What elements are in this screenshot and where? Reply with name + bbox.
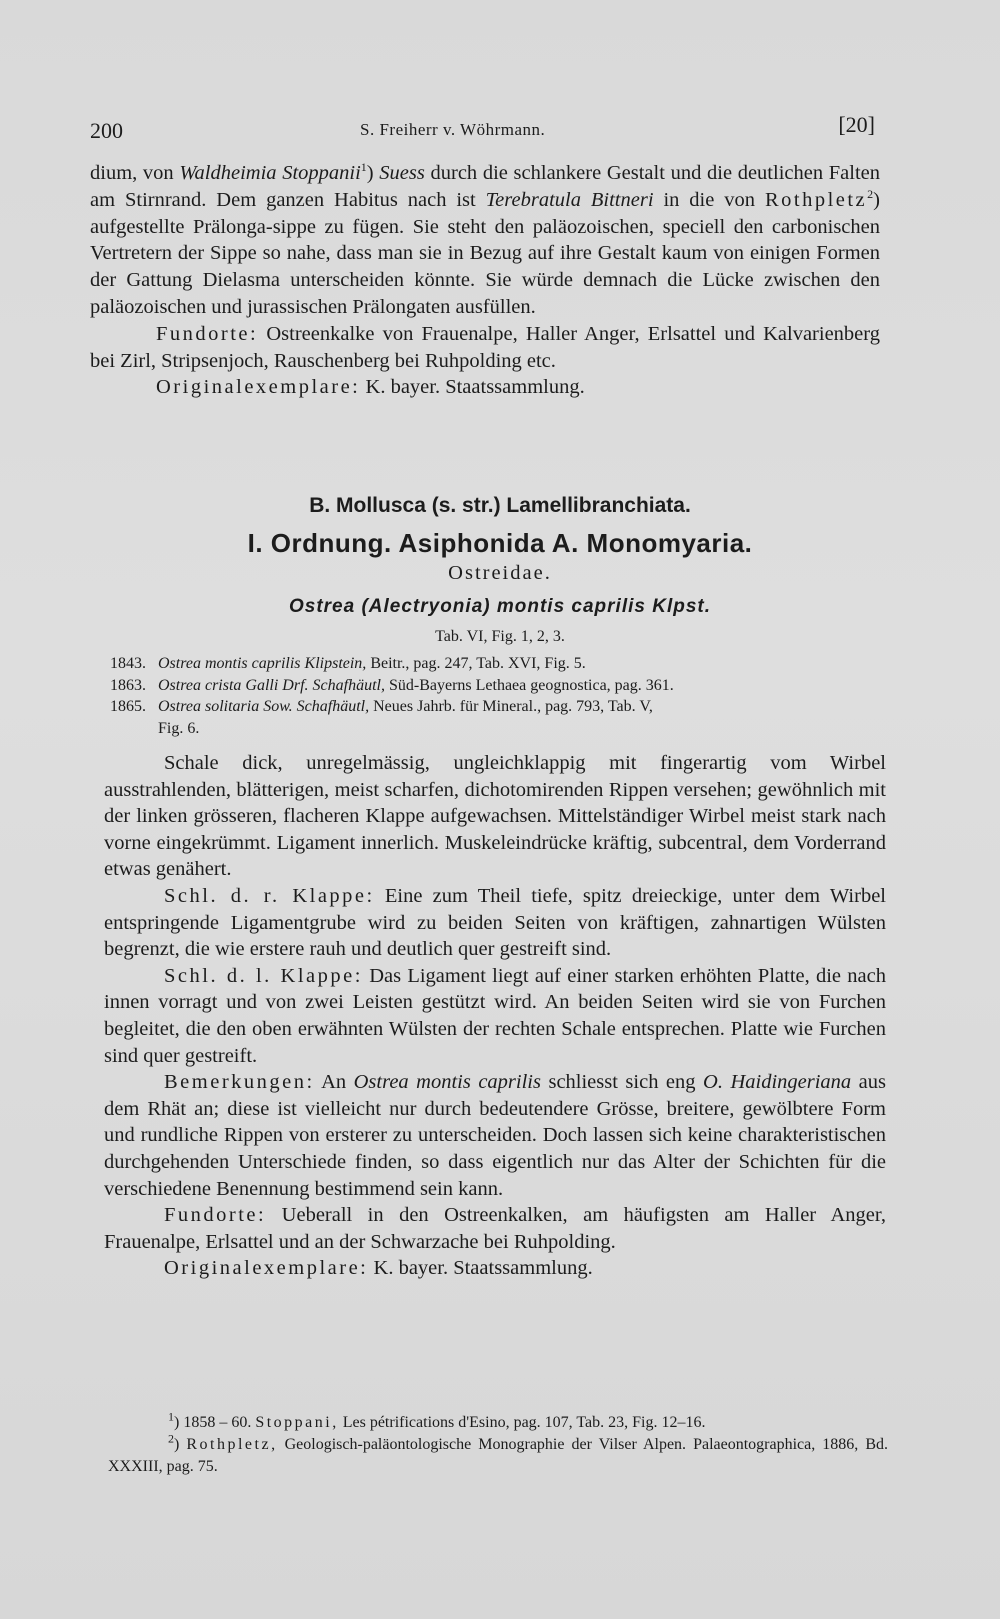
synonymy-continuation: Fig. 6. (158, 719, 200, 737)
paragraph-fundorte: Fundorte: Ostreenkalke von Frauenalpe, Haller Anger, Erlsattel und Kalvarienberg bei Zirl, Stripsenjoch, Rauschenberg bei Ruhpolding etc. (90, 322, 880, 372)
paragraph-continuation: dium, von Waldheimia Stoppanii$^1$) Suess durch die schlankere Gestalt und die deutlichen Falten am Stirnrand. Dem ganzen Habitus nach ist Terebratula Bittneri in die von Rothpletz$^2$) aufgestellte Prälonga-sippe zu fügen. Sie steht den paläozoischen, speciell den carbonischen Vertretern der Sippe so nahe, dass man sie in Bezug auf ihre Gestalt kaum von einigen Formen der Gattung Dielasma unterscheiden könnte. Sie würde demnach die Lücke zwischen den paläozoischen und jurassischen Prälongaten ausfüllen. (90, 160, 880, 318)
synonymy-list (110, 653, 900, 739)
paragraph-originalexemplare-2: Originalexemplare: K. bayer. Staatssammlung. (164, 1257, 593, 1280)
paragraph-remarks: Bemerkungen: An Ostrea montis caprilis schliesst sich eng O. Haidingeriana aus dem Rhät an; diese ist vielleicht nur durch bedeutendere Grösse, breitere, gewölbtere Form und rundliche Rippen von ersterer zu unterscheiden. Doch lassen sich keine charakteristischen durchgehenden Unterschiede finden, so dass eigentlich nur das Alter der Schichten für die verschiedene Benennung bestimmend sein kann. (104, 1071, 886, 1200)
body-text-top (90, 160, 880, 401)
footnote: $^1$) 1858 – 60. Stoppani, Les pétrifications d'Esino, pag. 107, Tab. 23, Fig. 12–16. (168, 1409, 706, 1431)
synonymy-entry: 1865. Ostrea solitaria Sow. Schafhäutl, Neues Jahrb. für Mineral., pag. 793, Tab. V, (110, 698, 653, 715)
paragraph-right-valve: Schl. d. r. Klappe: Eine zum Theil tiefe, spitz dreieckige, unter dem Wirbel entspringende Ligamentgrube wird zu beiden Seiten von kräftigen, zahnartigen Wülsten begrenzt, die wie erstere rauh und deutlich quer gestreift sind. (104, 884, 886, 961)
paragraph-fundorte-2: Fundorte: Ueberall in den Ostreenkalken, am häufigsten am Haller Anger, Frauenalpe, Erlsattel und an der Schwarzache bei Ruhpolding. (104, 1204, 886, 1253)
heading-order: I. Ordnung. Asiphonida A. Monomyaria. (247, 528, 753, 558)
body-text-species (104, 750, 886, 1282)
running-title: S. Freiherr v. Wöhrmann. (360, 120, 546, 139)
heading-class: B. Mollusca (s. str.) Lamellibranchiata. (309, 494, 691, 517)
page-number: 200 (90, 118, 123, 143)
page-header (90, 112, 875, 152)
section-number: [20] (838, 112, 875, 137)
heading-plate-ref: Tab. VI, Fig. 1, 2, 3. (435, 628, 565, 645)
footnotes (108, 1409, 888, 1478)
footnote: $^2$) Rothpletz, Geologisch-paläontologische Monographie der Vilser Alpen. Palaeontographica, 1886, Bd. XXXIII, pag. 75. (108, 1431, 888, 1475)
heading-family: Ostreidae. (448, 562, 552, 584)
heading-species: Ostrea (Alectryonia) montis caprilis Klpst. (288, 596, 712, 617)
synonymy-entry: 1843. Ostrea montis caprilis Klipstein, Beitr., pag. 247, Tab. XVI, Fig. 5. (110, 655, 586, 672)
paragraph-originalexemplare: Originalexemplare: K. bayer. Staatssammlung. (156, 376, 585, 399)
synonymy-entry: 1863. Ostrea crista Galli Drf. Schafhäutl, Süd-Bayerns Lethaea geognostica, pag. 361. (110, 676, 674, 694)
paragraph-description: Schale dick, unregelmässig, ungleichklappig mit fingerartig vom Wirbel ausstrahlenden, blätterigen, meist scharfen, dichotomirenden Rippen versehen; gewöhnlich mit der linken grösseren, flacheren Klappe aufgewachsen. Mittelständiger Wirbel meist stark nach vorne eingekrümmt. Ligament innerlich. Muskeleindrücke kräftig, subcentral, dem Vorderrand etwas genähert. (104, 752, 886, 881)
paragraph-left-valve: Schl. d. l. Klappe: Das Ligament liegt auf einer starken erhöhten Platte, die nach innen vorragt und von zwei Leisten gestützt wird. An beiden Seiten wird sie von Furchen begleitet, die den oben erwähnten Wülsten der rechten Schale entsprechen. Platte wie Furchen sind quer gestreift. (104, 964, 886, 1067)
